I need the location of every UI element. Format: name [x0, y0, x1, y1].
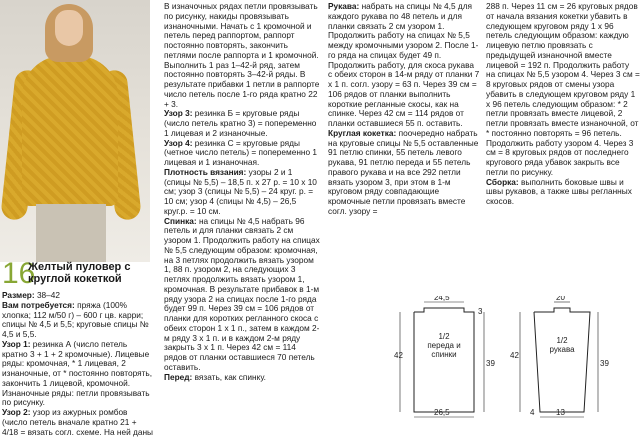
- paragraph-label: Спинка:: [164, 215, 197, 226]
- paragraph-text: резинка А (число петель кратно 3 + 1 + 2 кромочные). Лицевые ряды: кромочная, * 1 лицевая, 2 изнаночные, от * постоянно повторять, закончить 1 лицевой, кромочной. Изнаночные ряды: петли провязывать по рисунку.: [2, 338, 153, 408]
- paragraph-text: вязать, как спинку.: [192, 371, 266, 382]
- paragraph: [2, 340, 154, 408]
- text-column-4: [486, 2, 640, 207]
- text-column-3: [328, 2, 480, 217]
- face: [55, 10, 83, 46]
- paragraph-label: Вам потребуется:: [2, 299, 75, 310]
- trousers: [36, 204, 106, 262]
- paragraph-text: В изначочных рядах петли провязывать по рисунку, накиды провязывать изнаночными. Начать с 1 кромочной и петель перед раппортом, раппорт постоянно повторять, закончить петлями после раппорта и 1 кромочной. Выполнить 1 раз 1–42-й ряд, затем постоянно повторять 3–42-й ряды. В результате прибавки 1 петли в раппорте число петель после 1-го ряда кратно 22 + 3.: [164, 1, 320, 109]
- paragraph-text: резинка С = круговые ряды (четное число петель) = попеременно 1 лицевая и 1 изнаночная.: [164, 137, 318, 167]
- dim-side-42: 42: [394, 351, 403, 360]
- dim-sleeve-height: 39: [600, 359, 609, 368]
- paragraph: [164, 139, 320, 168]
- pattern-heading: Желтый пуловер с круглой кокеткой: [28, 261, 131, 285]
- paragraph: [486, 2, 640, 178]
- dim-top-width: 24,5: [434, 296, 450, 302]
- dim-height-39: 39: [486, 359, 495, 368]
- paragraph: [2, 408, 154, 437]
- paragraph: [164, 109, 320, 138]
- paragraph: [164, 2, 320, 109]
- paragraph: [328, 2, 480, 129]
- paragraph: [164, 168, 320, 217]
- pattern-number: 16: [2, 257, 36, 290]
- paragraph-label: Узор 3:: [164, 108, 193, 119]
- sleeve-label: 1/2 рукава: [549, 336, 575, 354]
- paragraph-text: узор из ажурных ромбов (число петель вначале кратно 21 + 4/18 = вязать согл. схеме. На ней даны: [2, 407, 154, 437]
- paragraph: [164, 217, 320, 373]
- paragraph-label: Круглая кокетка:: [328, 127, 397, 138]
- text-column-2: [164, 2, 320, 382]
- front-back-label: 1/2 переда и спинки: [427, 332, 461, 359]
- paragraph-text: на спицы № 4,5 набрать 96 петель и для планки связать 2 см узором 1. Продолжить работу на спицах № 5,5 следующим образом: кромочная, на 3 петлях продолжить вязать узором 1, 88 п. узором 2, на следующих 3 петлях продолжить вязать узором 1, кромочная. В результате прибавок в 1-м ряду узора 2 на спицах после 1-го ряда будет 99 п. Через 39 см = 106 рядов от планки для коротких регланного скоса с обеих сторон 1 х 1 п., затем в каждом 2-м ряду 3 х 1 п. и в каждом 2-м ряду закрыть 3 х 1 п. Через 42 см = 114 рядов от планки оставшиеся 70 петель оставить.: [164, 215, 320, 372]
- paragraph-text: узоры 2 и 1 (спицы № 5,5) – 18,5 п. х 27 р. = 10 х 10 см; узор 3 (спицы № 5,5) – 24 круг. р. = 10 см; узор 4 (спицы № 4,5) – 26,5 круг.р. = 10 см.: [164, 166, 317, 216]
- paragraph: [2, 301, 154, 340]
- paragraph-label: Размер:: [2, 290, 35, 300]
- paragraph-label: Рукава:: [328, 1, 360, 11]
- paragraph-text: набрать на спицы № 4,5 для каждого рукава по 48 петель и для планки связать 2 см узором 1. Продолжить работу на спицах № 5,5 между кромочными узором 2. После 1-го ряда на спицах будет 49 п. Продолжить работу, для скоса рукава с обеих сторон в 14-м ряду от планки 7 х 1 п. согл. узору = 63 п. Через 39 см = 106 рядов от планки выполнить короткие регланные скосы, как на спинке. Через 42 см = 114 рядов от планки оставшиеся 55 п. оставить.: [328, 1, 480, 128]
- paragraph-label: Сборка:: [486, 176, 519, 187]
- paragraph-text: поочередно набрать на круговые спицы № 5,5 оставленные 91 петлю спинки, 55 петель левого рукава, 91 петлю переда и 55 петель правого рукава и на все 292 петли вязать узором 3, при этом в 1-м круговом ряду совпадающие кромочные петли провязать вместе согл. узору =: [328, 127, 479, 216]
- paragraph: [486, 178, 640, 207]
- paragraph-label: Перед:: [164, 371, 193, 382]
- dim-sleeve-bottom: 13: [556, 408, 565, 417]
- dim-sleeve-top: 20: [556, 296, 565, 302]
- paragraph-label: Узор 2:: [2, 407, 31, 417]
- dim-sleeve-side: 42: [510, 351, 519, 360]
- paragraph-label: Узор 4:: [164, 137, 193, 148]
- sweater-body: [22, 56, 118, 206]
- paragraph-text: 288 п. Через 11 см = 26 круговых рядов от начала вязания кокетки убавить в следующем круговом ряду 1 х 96 петель следующим образом: каждую лицевую петлю провязать с предыдущей изнаночной вместе лицевой = 192 п. Продолжить работу на спицах № 5,5 узором 4. Через 3 см = 8 круговых рядов от смены узора убавить в следующем круговом ряду 1 х 96 петель следующим образом: * 2 петли провязать вместе лицевой, 2 петли провязать вместе изнаночной, от * постоянно повторять = 96 петель. Продолжить работу узором 4. Через 3 см = 8 круговых рядов от последнего кругового ряда убавок закрыть все петли по рисунку.: [486, 1, 640, 177]
- paragraph: [164, 373, 320, 383]
- paragraph-label: Плотность вязания:: [164, 166, 247, 177]
- dim-bottom-width: 26,5: [434, 408, 450, 417]
- paragraph-label: Узор 1:: [2, 338, 31, 349]
- paragraph-text: выполнить боковые швы и швы рукавов, а также швы регланных скосов.: [486, 176, 632, 206]
- model-photo: [0, 0, 150, 262]
- pattern-schematic: [394, 296, 643, 420]
- paragraph-text: резинка Б = круговые ряды (число петель кратно 3) = попеременно 1 лицевая и 2 изнаночные.: [164, 108, 317, 138]
- paragraph-text: 38–42: [34, 290, 61, 300]
- paragraph: [328, 129, 480, 217]
- paragraph-text: пряжа (100% хлопка; 112 м/50 г) – 600 г цв. карри; спицы № 4,5 и 5,5; круговые спицы № 4,5 и 5,5.: [2, 299, 149, 339]
- dim-raglan-3: 3: [478, 307, 483, 316]
- text-column-1: [2, 291, 154, 437]
- dim-sleeve-4: 4: [530, 408, 535, 417]
